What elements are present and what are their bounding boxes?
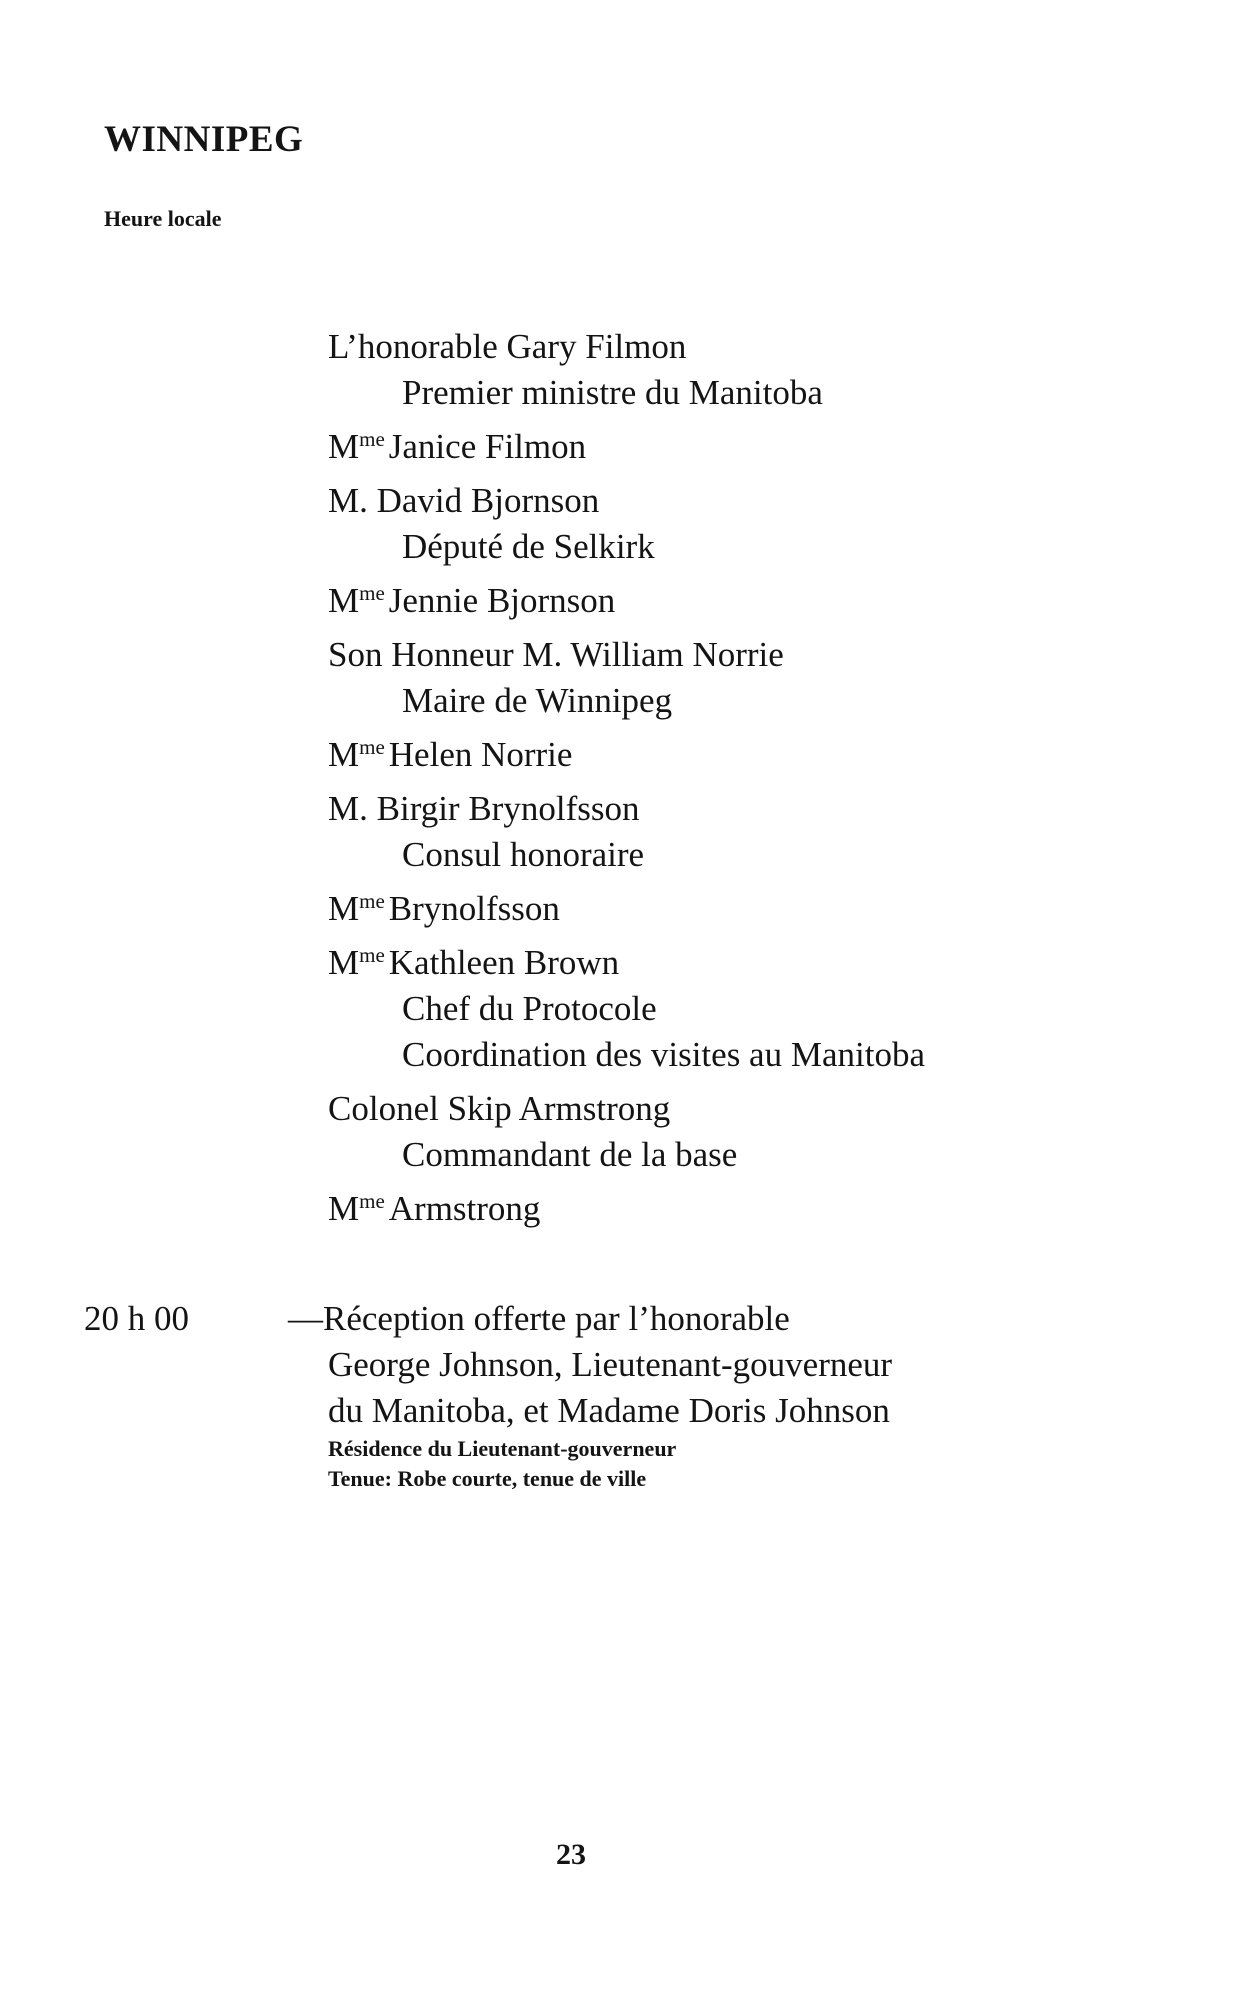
guest-entry: [328, 1186, 1148, 1232]
guest-entry: [328, 424, 1148, 470]
event-line: George Johnson, Lieutenant-gouverneur: [328, 1345, 893, 1384]
guest-name: [328, 1186, 1148, 1232]
guest-name-text: L’honorable Gary Filmon: [328, 327, 687, 366]
event-description: [288, 1296, 1168, 1494]
event-time: 20 h 00: [84, 1299, 189, 1338]
city-heading: WINNIPEG: [104, 119, 304, 160]
guest-name-text: M. David Bjornson: [328, 481, 600, 520]
event-line: du Manitoba, et Madame Doris Johnson: [328, 1391, 890, 1430]
guest-name: [328, 732, 1148, 778]
guest-entry: [328, 732, 1148, 778]
honorific: $M^{me}$: [328, 581, 385, 620]
guest-name: [328, 324, 1148, 370]
guest-title: Consul honoraire: [402, 835, 645, 874]
time-zone-note: Heure locale: [104, 206, 222, 231]
event-location: Résidence du Lieutenant-gouverneur: [328, 1436, 677, 1461]
guest-entry: [328, 324, 1148, 416]
honorific: $M^{me}$: [328, 889, 385, 928]
guest-entry: [328, 786, 1148, 878]
honorific: $M^{me}$: [328, 1189, 385, 1228]
guest-title: Coordination des visites au Manitoba: [402, 1035, 925, 1074]
guest-name: [328, 886, 1148, 932]
guest-name-text: Brynolfsson: [388, 889, 560, 928]
guest-name: [328, 632, 1148, 678]
guest-title: Commandant de la base: [402, 1135, 738, 1174]
guest-name-text: M. Birgir Brynolfsson: [328, 789, 640, 828]
guest-entry: [328, 1086, 1148, 1178]
guest-name-text: Son Honneur M. William Norrie: [328, 635, 784, 674]
event-line: —Réception offerte par l’honorable: [288, 1299, 790, 1338]
guest-entry: [328, 940, 1148, 1078]
guest-entry: [328, 478, 1148, 570]
guest-entry: [328, 886, 1148, 932]
guest-name: [328, 786, 1148, 832]
guest-name-text: Kathleen Brown: [388, 943, 620, 982]
guest-name: [328, 940, 1148, 986]
guest-title: Premier ministre du Manitoba: [402, 373, 823, 412]
guest-list: [328, 324, 1148, 1240]
event-dress-code: Tenue: Robe courte, tenue de ville: [328, 1466, 647, 1491]
guest-entry: [328, 578, 1148, 624]
guest-title: Chef du Protocole: [402, 989, 657, 1028]
guest-name-text: Janice Filmon: [388, 427, 587, 466]
guest-name: [328, 478, 1148, 524]
guest-name: [328, 424, 1148, 470]
honorific: $M^{me}$: [328, 943, 385, 982]
guest-name: [328, 1086, 1148, 1132]
guest-name-text: Helen Norrie: [388, 735, 573, 774]
guest-name-text: Colonel Skip Armstrong: [328, 1089, 671, 1128]
guest-name: [328, 578, 1148, 624]
guest-title: Maire de Winnipeg: [402, 681, 673, 720]
guest-name-text: Armstrong: [388, 1189, 541, 1228]
page-number: 23: [556, 1838, 586, 1871]
guest-title: Député de Selkirk: [402, 527, 655, 566]
honorific: $M^{me}$: [328, 427, 385, 466]
guest-entry: [328, 632, 1148, 724]
honorific: $M^{me}$: [328, 735, 385, 774]
guest-name-text: Jennie Bjornson: [388, 581, 616, 620]
